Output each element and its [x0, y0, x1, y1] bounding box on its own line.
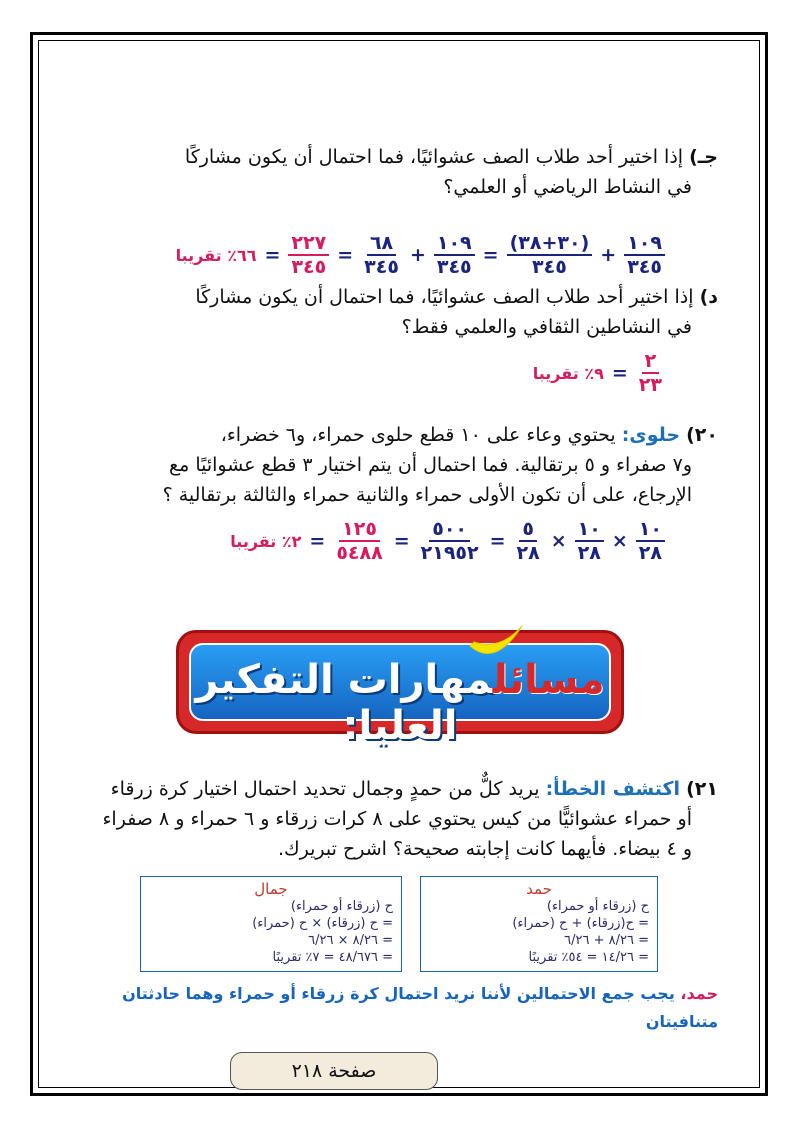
box-line: = ٨/٢٦ + ٦/٢٦ — [564, 933, 649, 948]
banner-title — [191, 657, 609, 749]
question-21 — [103, 774, 719, 864]
box-line: = ح(زرقاء) + ح (حمراء) — [512, 916, 649, 931]
question-d-line2: في النشاطين الثقافي والعلمي فقط؟ — [401, 316, 692, 338]
answer-c-equation: $\frac{١٠٩}{٣٤٥}$ + $\frac{(٣٠+٣٨)}{٣٤٥}$ = $\frac{١٠٩}{٣٤٥}$ + $\frac{٦٨}{٣٤٥}$ = $\frac{٢٢٧}{٣٤٥}$ = ٦٦٪ تقريبا — [176, 232, 665, 278]
answer-20-equation: $\frac{١٠}{٢٨}$ × $\frac{١٠}{٢٨}$ × $\frac{٥}{٢٨}$ = $\frac{٥٠٠}{٢١٩٥٢}$ = $\frac{١٢٥}{٥٤٨٨}$ = ٢٪ تقريبا — [230, 518, 665, 564]
fraction: $\frac{١٠٩}{٣٤٥}$ — [434, 232, 475, 278]
question-20-line2: و٧ صفراء و ٥ برتقالية. فما احتمال أن يتم اختيار ٣ قطع عشوائيًا مع — [168, 454, 692, 476]
answer-d-result: ٩٪ تقريبا — [532, 363, 604, 383]
solution-box-jamal — [140, 876, 402, 972]
banner-red-word: مسائل — [492, 657, 605, 703]
fraction: $\frac{٦٨}{٣٤٥}$ — [364, 232, 399, 278]
box-title: جمال — [254, 880, 288, 898]
answer-21-name: حمد، — [680, 984, 718, 1003]
answer-20-result: ٢٪ تقريبا — [230, 531, 302, 551]
box-line: ح (زرقاء أو حمراء) — [290, 899, 393, 914]
question-21-number: ٢١) — [686, 778, 718, 800]
box-line: = ٨/٢٦ × ٦/٢٦ — [308, 933, 393, 948]
fraction-result: $\frac{٢٢٧}{٣٤٥}$ — [288, 232, 329, 278]
solution-box-hamad — [420, 876, 658, 972]
question-21-label: اكتشف الخطأ: — [545, 778, 681, 800]
question-21-line1: يريد كلٌّ من حمدٍ وجمال تحديد احتمال اختيار كرة زرقاء — [110, 778, 540, 800]
box-line: = ٤٨/٦٧٦ = ٧٪ تقريبًا — [272, 950, 393, 965]
box-title: حمد — [526, 880, 552, 898]
fraction: $\frac{٢}{٢٣}$ — [638, 350, 662, 396]
question-21-line2: أو حمراء عشوائيًّا من كيس يحتوي على ٨ كرات زرقاء و ٦ حمراء و ٨ صفراء — [102, 808, 692, 830]
crescent-moon-icon — [460, 596, 530, 656]
question-20-number: ٢٠) — [686, 424, 718, 446]
question-20-line3: الإرجاع، على أن تكون الأولى حمراء والثانية حمراء والثالثة برتقالية ؟ — [162, 484, 692, 506]
question-20 — [163, 420, 718, 510]
question-20-line1: يحتوي وعاء على ١٠ قطع حلوى حمراء، و٦ خضراء، — [220, 424, 616, 446]
question-c-line2: في النشاط الرياضي أو العلمي؟ — [443, 176, 692, 198]
question-21-line3: و ٤ بيضاء. فأيهما كانت إجابته صحيحة؟ اشرح تبريرك. — [277, 838, 692, 860]
fraction: $\frac{١٠٩}{٣٤٥}$ — [624, 232, 665, 278]
page-number-label: صفحة ٢١٨ — [230, 1052, 438, 1090]
answer-d-equation: $\frac{٢}{٢٣}$ = ٩٪ تقريبا — [533, 350, 665, 396]
question-d-label: د) — [699, 286, 718, 308]
box-line: ح (زرقاء أو حمراء) — [546, 899, 649, 914]
question-20-label: حلوى: — [621, 424, 681, 446]
fraction: $\frac{١٠}{٢٨}$ — [636, 518, 665, 564]
answer-21-line1: يجب جمع الاحتمالين لأننا نريد احتمال كرة زرقاء أو حمراء وهما حادثتان — [122, 984, 675, 1003]
fraction: $\frac{٥٠٠}{٢١٩٥٢}$ — [420, 518, 479, 564]
banner-white-words: مهارات التفكير العليا: — [195, 657, 493, 749]
question-c — [185, 142, 718, 202]
answer-c-result: ٦٦٪ تقريبا — [175, 245, 257, 265]
fraction: $\frac{٥}{٢٨}$ — [516, 518, 540, 564]
fraction-result: $\frac{١٢٥}{٥٤٨٨}$ — [336, 518, 383, 564]
question-c-label: جـ) — [689, 146, 718, 168]
fraction: $\frac{(٣٠+٣٨)}{٣٤٥}$ — [507, 232, 593, 278]
fraction: $\frac{١٠}{٢٨}$ — [575, 518, 604, 564]
answer-21 — [122, 980, 718, 1036]
question-c-line1: إذا اختير أحد طلاب الصف عشوائيًا، فما احتمال أن يكون مشاركًا — [184, 146, 684, 168]
box-line: = ١٤/٢٦ = ٥٤٪ تقريبًا — [528, 950, 649, 965]
question-d-line1: إذا اختير أحد طلاب الصف عشوائيًا، فما احتمال أن يكون مشاركًا — [195, 286, 694, 308]
answer-21-line2: متنافيتان — [645, 1012, 718, 1031]
box-line: = ح (زرقاء) × ح (حمراء) — [252, 916, 393, 931]
banner-inner — [189, 643, 611, 749]
question-d — [195, 282, 718, 342]
section-banner — [176, 630, 624, 749]
